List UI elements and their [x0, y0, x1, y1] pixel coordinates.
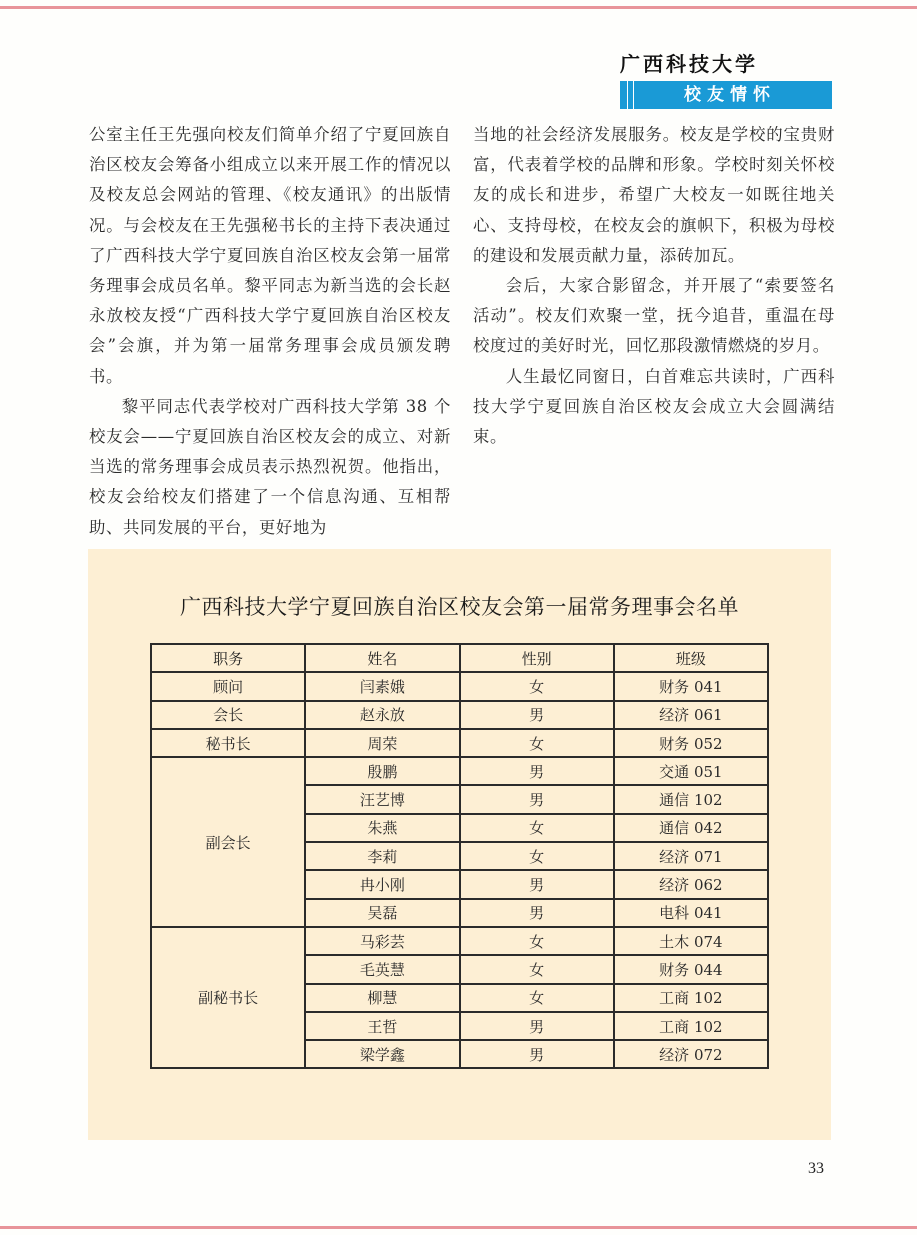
paragraph: 人生最忆同窗日，白首难忘共读时，广西科技大学宁夏回族自治区校友会成立大会圆满结束。 [473, 366, 835, 447]
top-rule [0, 6, 917, 9]
roster-body [151, 672, 768, 1068]
cell-name: 赵永放 [305, 701, 459, 729]
cell-class: 交通 051 [614, 757, 768, 785]
cell-class: 工商 102 [614, 1012, 768, 1040]
column-header-name: 姓名 [305, 644, 459, 672]
cell-class: 财务 052 [614, 729, 768, 757]
cell-class: 土木 074 [614, 927, 768, 955]
band-stripe [633, 81, 634, 109]
cell-class: 通信 042 [614, 814, 768, 842]
table-row [151, 927, 768, 955]
cell-gender: 女 [460, 984, 614, 1012]
cell-gender: 男 [460, 701, 614, 729]
cell-gender: 男 [460, 785, 614, 813]
roster-table [150, 643, 769, 1069]
roster-panel [88, 549, 831, 1140]
cell-name: 汪艺博 [305, 785, 459, 813]
section-band [620, 81, 832, 109]
cell-name: 王哲 [305, 1012, 459, 1040]
cell-class: 财务 041 [614, 672, 768, 700]
cell-class: 经济 062 [614, 870, 768, 898]
roster-title: 广西科技大学宁夏回族自治区校友会第一届常务理事会名单 [180, 595, 739, 619]
cell-position: 秘书长 [151, 729, 305, 757]
paragraph: 会后，大家合影留念，并开展了“索要签名活动”。校友们欢聚一堂，抚今追昔，重温在母校度过的美好时光，回忆那段激情燃烧的岁月。 [473, 276, 835, 356]
cell-gender: 女 [460, 672, 614, 700]
band-stripe [627, 81, 628, 109]
cell-position: 副秘书长 [151, 927, 305, 1068]
cell-gender: 男 [460, 1012, 614, 1040]
cell-name: 朱燕 [305, 814, 459, 842]
table-row [151, 757, 768, 785]
paragraph: 公室主任王先强向校友们简单介绍了宁夏回族自治区校友会筹备小组成立以来开展工作的情况以及校友总会网站的管理、《校友通讯》的出版情况。与会校友在王先强秘书长的主持下表决通过了广西科技大学宁夏回族自治区校友会第一届常务理事会成员名单。黎平同志为新当选的会长赵永放校友授“广西科技大学宁夏回族自治区校友会”会旗，并为第一届常务理事会成员颁发聘书。 [89, 125, 451, 386]
paragraph: 当地的社会经济发展服务。校友是学校的宝贵财富，代表着学校的品牌和形象。学校时刻关怀校友的成长和进步，希望广大校友一如既往地关心、支持母校，在校友会的旗帜下，积极为母校的建设和发展贡献力量，添砖加瓦。 [473, 125, 835, 265]
cell-gender: 女 [460, 842, 614, 870]
table-row [151, 672, 768, 700]
cell-name: 李莉 [305, 842, 459, 870]
cell-class: 财务 044 [614, 955, 768, 983]
masthead [620, 52, 832, 109]
page-number: 33 [808, 1160, 824, 1177]
cell-class: 经济 071 [614, 842, 768, 870]
cell-class: 工商 102 [614, 984, 768, 1012]
section-title: 校友情怀 [684, 85, 776, 105]
cell-position: 会长 [151, 701, 305, 729]
cell-gender: 男 [460, 870, 614, 898]
column-header-position: 职务 [151, 644, 305, 672]
article-column-left [89, 120, 451, 543]
column-header-class: 班级 [614, 644, 768, 672]
cell-name: 周荣 [305, 729, 459, 757]
university-name: 广西科技大学 [620, 52, 758, 76]
cell-gender: 女 [460, 955, 614, 983]
bottom-rule [0, 1226, 917, 1229]
cell-gender: 女 [460, 729, 614, 757]
cell-gender: 男 [460, 899, 614, 927]
cell-name: 冉小刚 [305, 870, 459, 898]
cell-gender: 男 [460, 1040, 614, 1068]
cell-name: 马彩芸 [305, 927, 459, 955]
table-row [151, 701, 768, 729]
cell-gender: 女 [460, 927, 614, 955]
cell-name: 殷鹏 [305, 757, 459, 785]
cell-class: 电科 041 [614, 899, 768, 927]
cell-name: 毛英慧 [305, 955, 459, 983]
cell-class: 经济 061 [614, 701, 768, 729]
cell-name: 闫素娥 [305, 672, 459, 700]
cell-name: 梁学鑫 [305, 1040, 459, 1068]
cell-gender: 男 [460, 757, 614, 785]
cell-name: 吴磊 [305, 899, 459, 927]
paragraph: 黎平同志代表学校对广西科技大学第 38 个校友会——宁夏回族自治区校友会的成立、对新当选的常务理事会成员表示热烈祝贺。他指出，校友会给校友们搭建了一个信息沟通、互相帮助、共同发展的平台，更好地为 [89, 396, 451, 537]
column-header-gender: 性别 [460, 644, 614, 672]
cell-position: 顾问 [151, 672, 305, 700]
cell-class: 通信 102 [614, 785, 768, 813]
cell-gender: 女 [460, 814, 614, 842]
cell-position: 副会长 [151, 757, 305, 927]
cell-name: 柳慧 [305, 984, 459, 1012]
table-header-row [151, 644, 768, 672]
cell-class: 经济 072 [614, 1040, 768, 1068]
article-column-right [473, 120, 835, 452]
table-row [151, 729, 768, 757]
